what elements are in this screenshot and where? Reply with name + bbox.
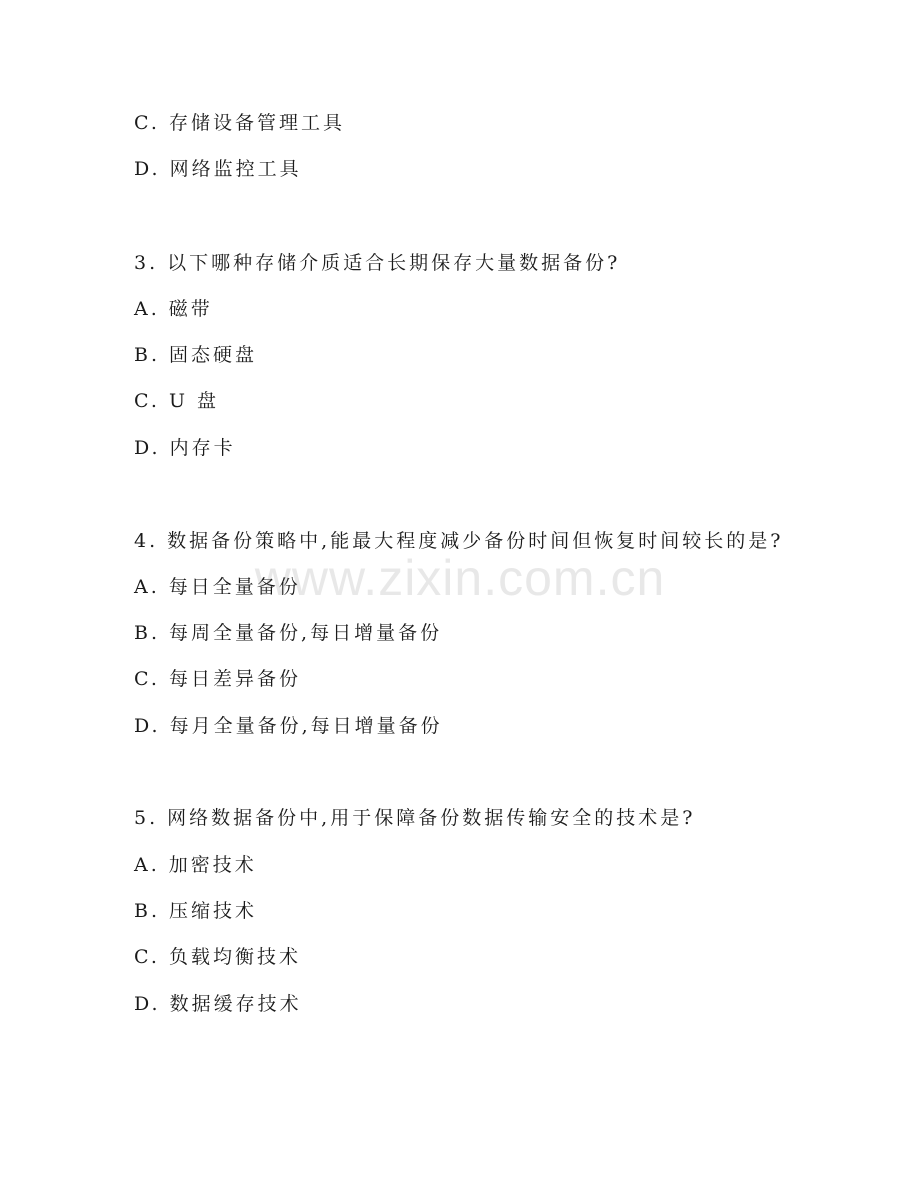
option-c-storage-tools: C. 存储设备管理工具 <box>134 112 345 134</box>
option-d-network-monitor: D. 网络监控工具 <box>134 158 302 180</box>
q5-option-d: D. 数据缓存技术 <box>134 993 302 1015</box>
question-4: 4. 数据备份策略中,能最大程度减少备份时间但恢复时间较长的是? <box>134 530 784 552</box>
q5-option-a: A. 加密技术 <box>134 854 257 876</box>
q3-option-c: C. U 盘 <box>134 390 219 412</box>
q4-option-d: D. 每月全量备份,每日增量备份 <box>134 715 443 737</box>
q4-option-b: B. 每周全量备份,每日增量备份 <box>134 622 443 644</box>
q5-option-c: C. 负载均衡技术 <box>134 946 301 968</box>
watermark: www.zixin.com.cn <box>254 550 666 606</box>
q3-option-d: D. 内存卡 <box>134 437 236 459</box>
q3-option-b: B. 固态硬盘 <box>134 344 258 366</box>
question-3: 3. 以下哪种存储介质适合长期保存大量数据备份? <box>134 252 621 274</box>
q4-option-a: A. 每日全量备份 <box>134 576 301 598</box>
question-5: 5. 网络数据备份中,用于保障备份数据传输安全的技术是? <box>134 807 696 829</box>
q4-option-c: C. 每日差异备份 <box>134 668 301 690</box>
q5-option-b: B. 压缩技术 <box>134 900 258 922</box>
q3-option-a: A. 磁带 <box>134 298 213 320</box>
